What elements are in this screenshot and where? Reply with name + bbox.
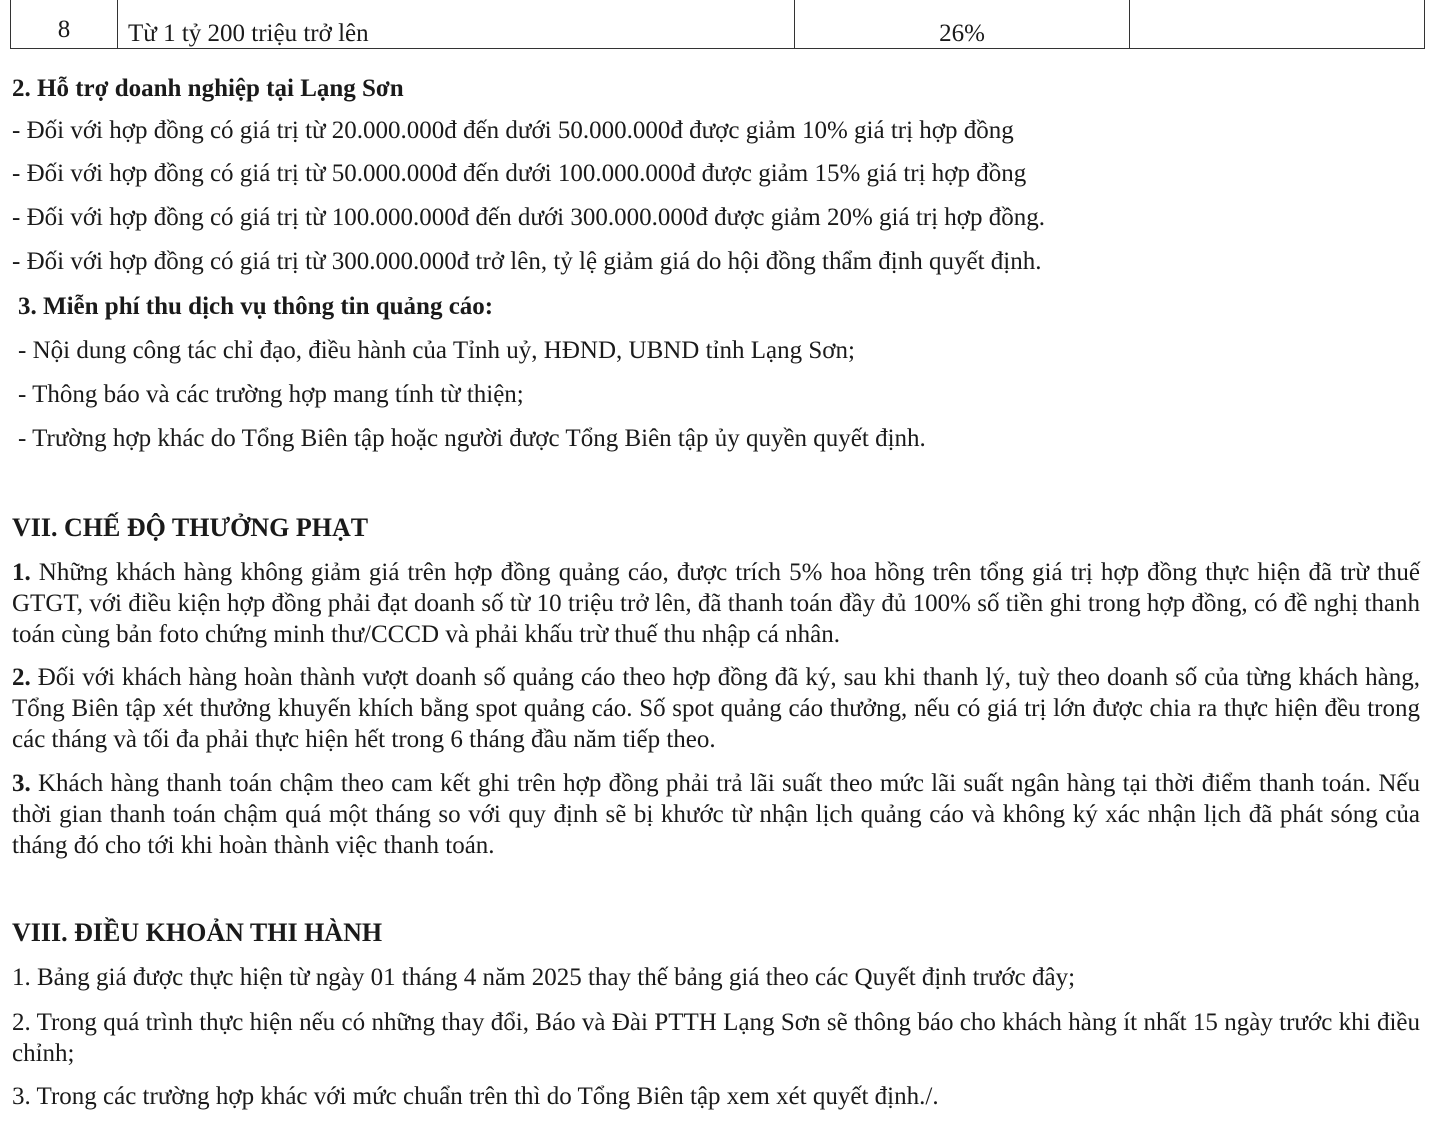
row-number: 8	[11, 0, 118, 49]
vii-paragraph-1	[12, 557, 1420, 650]
vii-paragraph-3	[12, 768, 1420, 861]
vii-paragraph-2	[12, 662, 1420, 755]
section-3-title: 3. Miễn phí thu dịch vụ thông tin quảng cáo:	[18, 293, 494, 320]
table-row	[11, 0, 1425, 49]
paragraph-text: Những khách hàng không giảm giá trên hợp đồng quảng cáo, được trích 5% hoa hồng trên tổng giá trị hợp đồng thực hiện đã trừ thuế GTGT, với điều kiện hợp đồng phải đạt doanh số từ 10 triệu trở lên, đã thanh toán đầy đủ 100% số tiền ghi trong hợp đồng, có đề nghị thanh toán cùng bản foto chứng minh thư/CCCD và phải khấu trừ thuế thu nhập cá nhân.	[12, 559, 1420, 648]
row-note	[1130, 0, 1425, 49]
paragraph-text: Đối với khách hàng hoàn thành vượt doanh số quảng cáo theo hợp đồng đã ký, sau khi thanh lý, tuỳ theo doanh số của từng khách hàng, Tổng Biên tập xét thưởng khuyến khích bằng spot quảng cáo. Số spot quảng cáo thưởng, nếu có giá trị lớn được chia ra thực hiện đều trong các tháng và tối đa phải thực hiện hết trong 6 tháng đầu năm tiếp theo.	[12, 664, 1420, 753]
list-item: - Đối với hợp đồng có giá trị từ 100.000.000đ đến dưới 300.000.000đ được giảm 20% giá trị hợp đồng.	[12, 204, 1046, 231]
paragraph-number: 1.	[12, 559, 31, 586]
paragraph-text: Khách hàng thanh toán chậm theo cam kết ghi trên hợp đồng phải trả lãi suất theo mức lãi suất ngân hàng tại thời điểm thanh toán. Nếu thời gian thanh toán chậm quá một tháng so với quy định sẽ bị khước từ nhận lịch quảng cáo và không ký xác nhận lịch đã phát sóng của tháng đó cho tới khi hoàn thành việc thanh toán.	[12, 770, 1420, 859]
list-item: - Nội dung công tác chỉ đạo, điều hành của Tỉnh uỷ, HĐND, UBND tỉnh Lạng Sơn;	[18, 337, 855, 364]
section-viii-title: VIII. ĐIỀU KHOẢN THI HÀNH	[12, 918, 383, 947]
section-vii-title: VII. CHẾ ĐỘ THƯỞNG PHẠT	[12, 513, 369, 542]
row-rate: 26%	[795, 0, 1130, 49]
list-item: 3. Trong các trường hợp khác với mức chuẩn trên thì do Tổng Biên tập xem xét quyết định./.	[12, 1083, 939, 1110]
list-item: 1. Bảng giá được thực hiện từ ngày 01 tháng 4 năm 2025 thay thế bảng giá theo các Quyết định trước đây;	[12, 964, 1076, 991]
list-item: - Trường hợp khác do Tổng Biên tập hoặc người được Tổng Biên tập ủy quyền quyết định.	[18, 425, 926, 452]
list-item: 2. Trong quá trình thực hiện nếu có những thay đổi, Báo và Đài PTTH Lạng Sơn sẽ thông báo cho khách hàng ít nhất 15 ngày trước khi điều chỉnh;	[12, 1009, 1420, 1067]
list-item: - Thông báo và các trường hợp mang tính từ thiện;	[18, 381, 524, 408]
rate-table	[10, 0, 1425, 49]
row-range: Từ 1 tỷ 200 triệu trở lên	[118, 0, 795, 49]
list-item: - Đối với hợp đồng có giá trị từ 300.000.000đ trở lên, tỷ lệ giảm giá do hội đồng thẩm định quyết định.	[12, 248, 1042, 275]
list-item: - Đối với hợp đồng có giá trị từ 20.000.000đ đến dưới 50.000.000đ được giảm 10% giá trị hợp đồng	[12, 117, 1014, 144]
list-item: - Đối với hợp đồng có giá trị từ 50.000.000đ đến dưới 100.000.000đ được giảm 15% giá trị hợp đồng	[12, 160, 1027, 187]
paragraph-number: 3.	[12, 770, 31, 797]
section-2-title: 2. Hỗ trợ doanh nghiệp tại Lạng Sơn	[12, 75, 404, 102]
paragraph-number: 2.	[12, 664, 31, 691]
